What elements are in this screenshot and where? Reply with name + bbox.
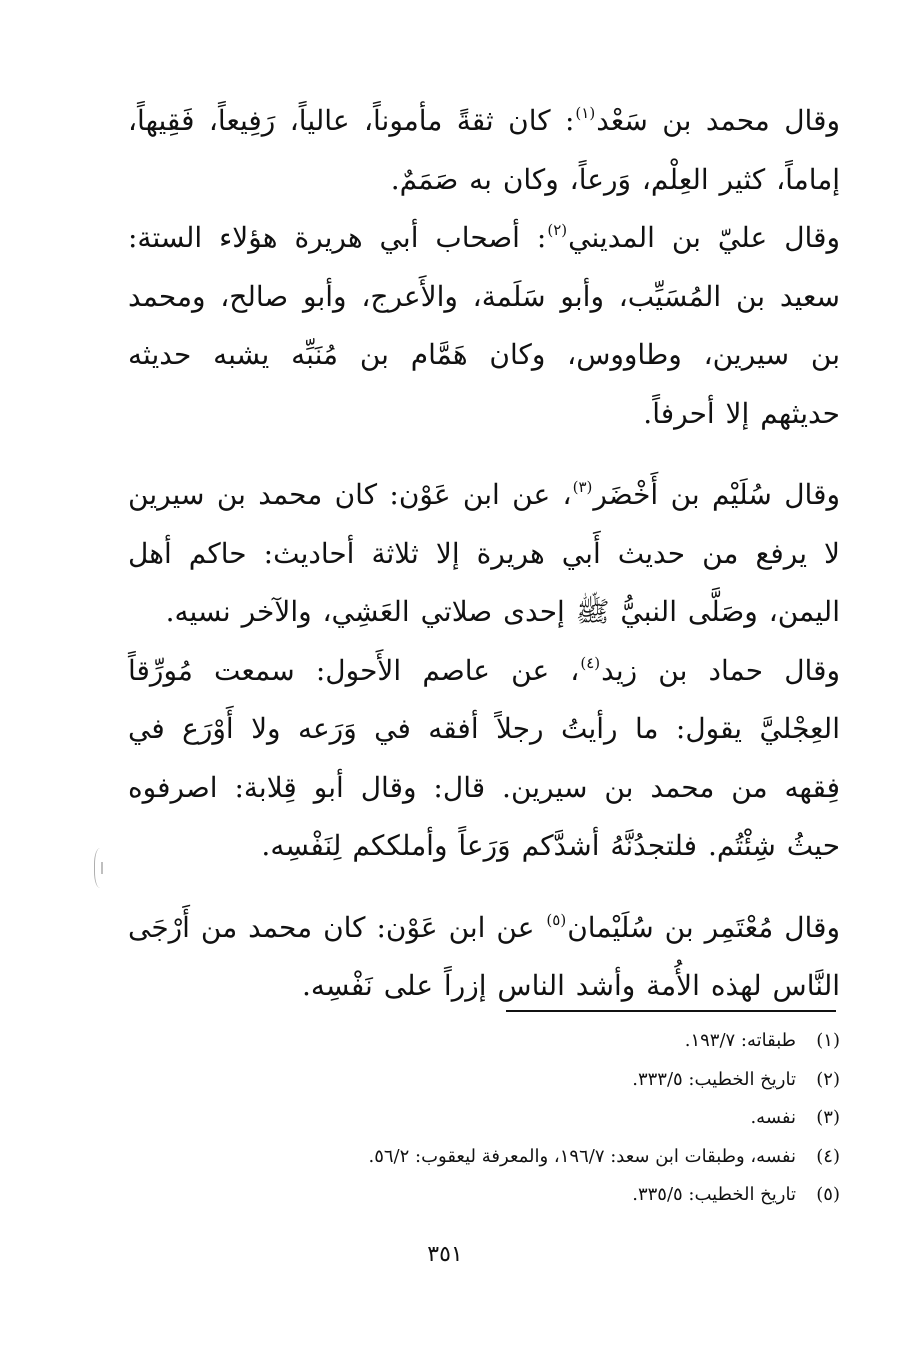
footnote-item [200,1138,840,1177]
footnote-text: تاريخ الخطيب: ٣٣٥/٥. [632,1184,796,1205]
footnote-text: نفسه. [750,1107,796,1128]
footnote-item [200,1022,840,1061]
footnotes [200,1022,840,1215]
paragraph-sulaym [128,466,840,642]
paragraph-text: : أصحاب أبي هريرة هؤلاء الستة: سعيد بن المُسَيِّب، وأبو سَلَمة، والأَعرج، وأبو صالح، ومحمد بن سيرين، وطاووس، وكان هَمَّام بن مُنَبِّه يشبه حديثه حديثهم إلا أحرفاً. [128,221,840,430]
margin-mark [94,848,109,888]
footnote-number: (١) [816,1030,840,1051]
paragraph-lead: وقال عليّ بن المديني [568,221,840,254]
paragraph-text: عن ابن عَوْن: كان محمد من أَرْجَى النَّاس لهذه الأُمة وأشد الناس إزراً على نَفْسِه. [128,910,840,1002]
footnote-item [200,1176,840,1215]
paragraph-mutamir [128,899,840,1016]
paragraph-lead: وقال مُعْتَمِر بن سُلَيْمان [567,910,840,944]
footnote-number: (٥) [816,1184,840,1205]
footnote-number: (٢) [816,1068,840,1090]
page-number: ٣٥١ [427,1242,463,1267]
footnote-marker[interactable]: (٥) [546,910,567,929]
paragraph-ibn-saad [128,92,840,209]
footnote-text: طبقاته: ١٩٣/٧. [684,1030,796,1051]
paragraph-lead: وقال حماد بن زيد [601,653,840,687]
footnote-separator [506,1010,836,1012]
footnote-marker[interactable]: (٢) [547,221,568,239]
footnote-number: (٣) [816,1107,840,1128]
footnote-number: (٤) [816,1145,840,1167]
footnote-marker[interactable]: (١) [575,104,596,122]
paragraph-lead: وقال سُلَيْم بن أَخْضَر [593,478,840,511]
footnote-marker[interactable]: (٣) [572,478,593,496]
paragraph-text: ، عن ابن عَوْن: كان محمد بن سيرين لا يرفع من حديث أَبي هريرة إلا ثلاثة أحاديث: حاكم أهل اليمن، وصَلَّى النبيُّ ﷺ إحدى صلاتي العَشِي، والآخر نسيه. [128,478,840,628]
paragraph-hammad [128,642,840,876]
footnote-text: نفسه، وطبقات ابن سعد: ١٩٦/٧، والمعرفة ليعقوب: ٥٦/٢. [368,1145,796,1167]
paragraph-lead: وقال محمد بن سَعْد [596,104,840,137]
paragraph-text: ، عن عاصم الأَحول: سمعت مُورِّقاً العِجْليَّ يقول: ما رأيتُ رجلاً أفقه في وَرَعه ولا أَوْرَع في فِقهه من محمد بن سيرين. قال: وقال أبو قِلابة: اصرفوه حيثُ شِئْتُم. فلتجدُنَّهُ أشدَّكم وَرَعاً وأملككم لِنَفْسِه. [128,653,840,862]
main-text [128,92,840,1016]
paragraph-text: : كان ثقةً مأموناً، عالياً، رَفِيعاً، فَقِيهاً، إماماً، كثير العِلْم، وَرعاً، وكان به صَمَمٌ. [128,104,840,196]
footnote-text: تاريخ الخطيب: ٣٣٣/٥. [632,1068,796,1090]
paragraph-ibn-al-madini [128,209,840,443]
footnote-item [200,1099,840,1138]
footnote-item [200,1061,840,1100]
footnote-marker[interactable]: (٤) [580,653,601,672]
